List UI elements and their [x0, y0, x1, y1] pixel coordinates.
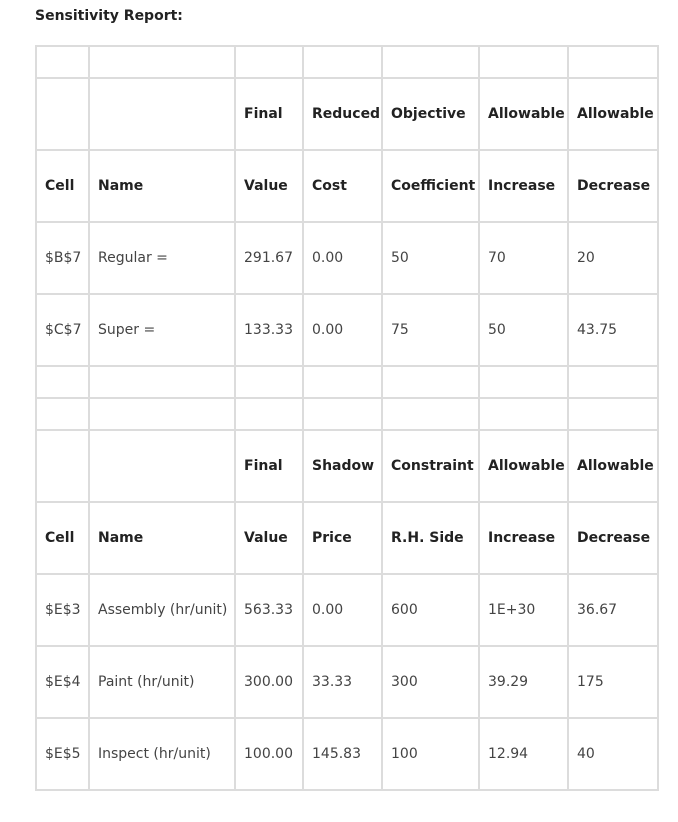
header-cell: [36, 78, 89, 150]
table-cell: 0.00: [303, 222, 382, 294]
sensitivity-table: [35, 45, 659, 791]
table-cell: 563.33: [235, 574, 303, 646]
header-cell: Allowable: [568, 78, 658, 150]
table-row: [36, 718, 658, 790]
header-cell: Objective: [382, 78, 479, 150]
header-cell: [36, 430, 89, 502]
table-cell: $E$3: [36, 574, 89, 646]
spacer-row: [36, 366, 658, 398]
header-cell: Increase: [479, 150, 568, 222]
table-cell: 40: [568, 718, 658, 790]
table-cell: 175: [568, 646, 658, 718]
header-cell: Cell: [36, 150, 89, 222]
table-cell: 100.00: [235, 718, 303, 790]
header-row-top: [36, 430, 658, 502]
header-cell: Name: [89, 502, 235, 574]
spacer-row: [36, 46, 658, 78]
table-cell: 75: [382, 294, 479, 366]
table-cell: 300.00: [235, 646, 303, 718]
header-cell: R.H. Side: [382, 502, 479, 574]
header-cell: Increase: [479, 502, 568, 574]
table-cell: 12.94: [479, 718, 568, 790]
header-cell: Value: [235, 502, 303, 574]
header-cell: Decrease: [568, 502, 658, 574]
table-cell: $C$7: [36, 294, 89, 366]
table-cell: 39.29: [479, 646, 568, 718]
header-cell: Cost: [303, 150, 382, 222]
header-cell: Final: [235, 78, 303, 150]
header-cell: Value: [235, 150, 303, 222]
header-cell: Reduced: [303, 78, 382, 150]
table-cell: $B$7: [36, 222, 89, 294]
table-cell: 100: [382, 718, 479, 790]
header-cell: Allowable: [479, 78, 568, 150]
table-cell: 300: [382, 646, 479, 718]
table-cell: 70: [479, 222, 568, 294]
table-cell: 36.67: [568, 574, 658, 646]
table-cell: 20: [568, 222, 658, 294]
table-cell: 50: [479, 294, 568, 366]
table-row: [36, 222, 658, 294]
table-cell: 600: [382, 574, 479, 646]
table-cell: 0.00: [303, 574, 382, 646]
table-row: [36, 646, 658, 718]
header-cell: Cell: [36, 502, 89, 574]
header-cell: [89, 78, 235, 150]
table-cell: Regular =: [89, 222, 235, 294]
table-cell: Paint (hr/unit): [89, 646, 235, 718]
table-row: [36, 574, 658, 646]
report-title: Sensitivity Report:: [35, 8, 183, 24]
header-cell: Allowable: [479, 430, 568, 502]
table-cell: 50: [382, 222, 479, 294]
header-cell: Name: [89, 150, 235, 222]
table-cell: Super =: [89, 294, 235, 366]
header-cell: Final: [235, 430, 303, 502]
header-cell: Coefficient: [382, 150, 479, 222]
table-cell: 33.33: [303, 646, 382, 718]
table-cell: 133.33: [235, 294, 303, 366]
table-cell: 0.00: [303, 294, 382, 366]
table-cell: Inspect (hr/unit): [89, 718, 235, 790]
spacer-row: [36, 398, 658, 430]
table-cell: $E$5: [36, 718, 89, 790]
header-cell: Decrease: [568, 150, 658, 222]
header-row-bottom: [36, 502, 658, 574]
header-cell: Price: [303, 502, 382, 574]
header-cell: [89, 430, 235, 502]
header-cell: Constraint: [382, 430, 479, 502]
table-cell: 1E+30: [479, 574, 568, 646]
table-row: [36, 294, 658, 366]
header-cell: Shadow: [303, 430, 382, 502]
table-cell: 43.75: [568, 294, 658, 366]
table-cell: 291.67: [235, 222, 303, 294]
table-cell: 145.83: [303, 718, 382, 790]
header-row-top: [36, 78, 658, 150]
table-cell: $E$4: [36, 646, 89, 718]
header-row-bottom: [36, 150, 658, 222]
header-cell: Allowable: [568, 430, 658, 502]
table-cell: Assembly (hr/unit): [89, 574, 235, 646]
